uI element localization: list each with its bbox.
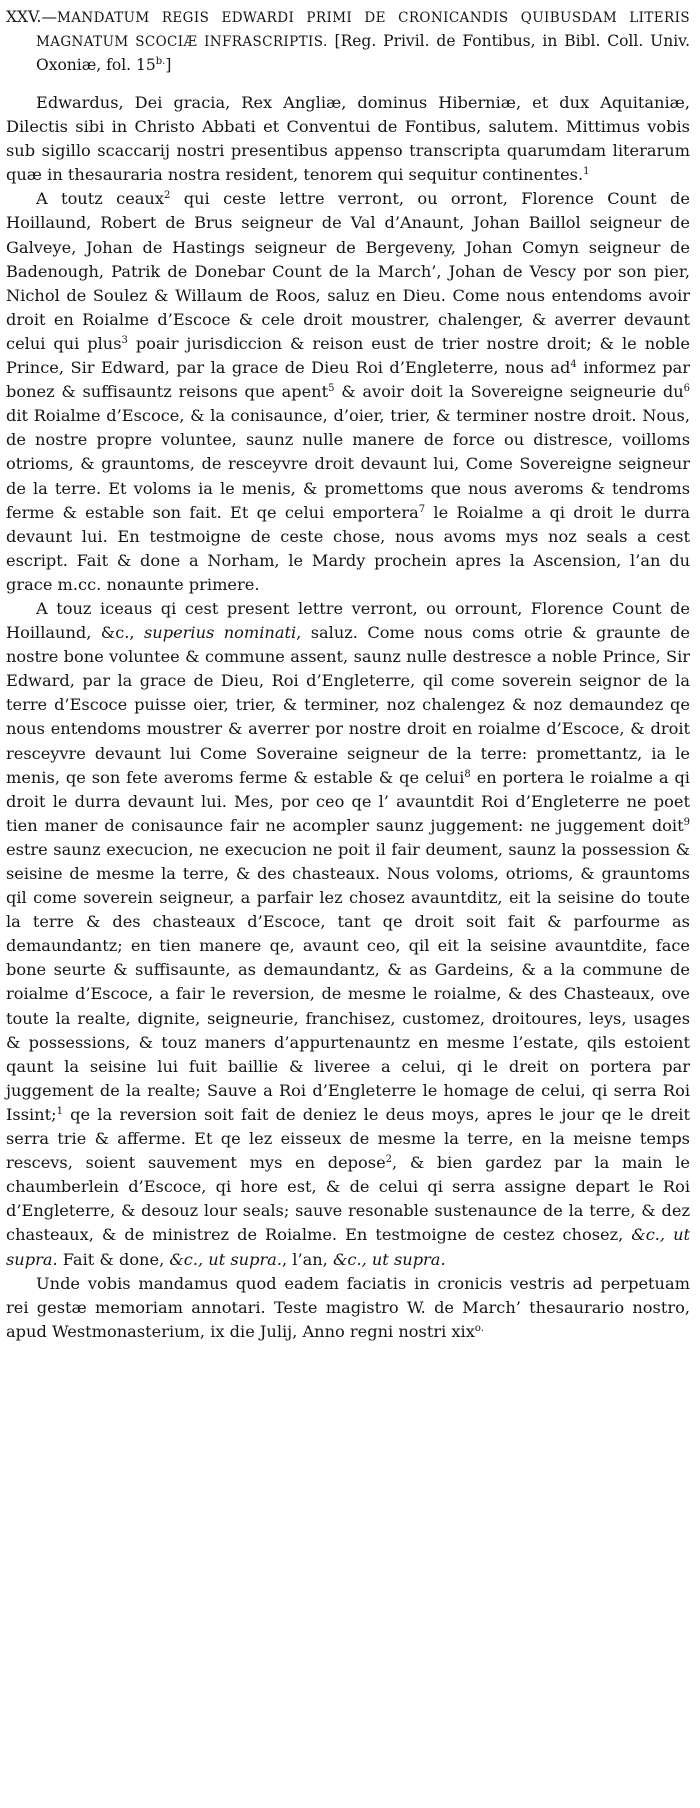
italic-text: &c., ut supra. (332, 1249, 446, 1269)
footnote-mark: 9 (683, 816, 690, 828)
footnote-mark: 2 (385, 1154, 393, 1166)
text-run: Fait & done, (57, 1249, 170, 1269)
italic-text: &c., ut supra. (6, 1225, 690, 1269)
italic-text: superius nominati (143, 623, 297, 643)
footnote-mark: 2 (164, 190, 171, 202)
text-run: , l’an, (281, 1249, 333, 1269)
text-run: qui ceste lettre verront, ou orront, Florence Count de Hoillaund, Robert de Brus seigneur de Val d’Anaunt, Johan Baillol seigneur de Galveye, Johan de Hastings seigneur de Bergeveny, Johan Comyn seigneur de Badenough, Patrik de Donebar Count de la March’, Johan de Vescy por son pier, Nichol de Soulez & Willaum de Roos, saluz en Dieu. Come nous entendoms avoir droit en Roialme d’Escoce & cele droit moustrer, chalenger, & averrer devaunt celui qui plus (6, 189, 691, 353)
footnote-mark: 3 (121, 334, 128, 346)
paragraph (6, 91, 690, 187)
italic-text: &c., ut supra. (169, 1249, 282, 1269)
footnote-mark: 8 (464, 768, 471, 780)
text-run: A touz iceaus qi cest present lettre verront, ou orrount, Florence Count de Hoillaund, &c., (6, 598, 690, 643)
footnote-mark: o. (474, 1322, 484, 1334)
footnote-mark: 7 (418, 503, 426, 515)
footnote-mark: 1 (56, 1105, 63, 1117)
paragraph (6, 187, 690, 597)
text-run: , & bien gardez par la main le chaumberlein d’Escoce, qi hore est, & de celui qi serra assigne depart le Roi d’Engleterre, & desouz lour seals; sauve resonable sustenaunce de la terre, & dez chasteaux, & de ministrez de Roialme. En testmoigne de cestez chosez, (6, 1153, 690, 1245)
footnote-mark: 6 (683, 383, 690, 395)
text-run: A toutz ceaux (36, 189, 164, 209)
charter-citation: [Reg. Privil. de Fontibus, in Bibl. Coll. Univ. Oxoniæ, fol. $15^{b.}$] (36, 32, 690, 74)
text-run: qe la reversion soit fait de deniez le deus moys, apres le jour qe le dreit serra trie & afferme. Et qe lez eisseux de mesme la terre, en la meisne temps rescevs, soient sauvement mys en depose (6, 1104, 690, 1173)
text-run: Unde vobis mandamus quod eadem faciatis in cronicis vestris ad perpetuam rei gestæ memoriam annotari. Teste magistro W. de March’ thesaurario nostro, apud Westmonasterium, ix die Julij, Anno regni nostri xix (6, 1273, 690, 1341)
paragraph (6, 597, 690, 1272)
text-run: poair jurisdiccion & reison eust de trier nostre droit; & le noble Prince, Sir Edward, par la grace de Dieu Roi d’Engleterre, nous ad (6, 333, 690, 378)
text-run: , saluz. Come nous coms otrie & graunte de nostre bone voluntee & commune assent, saunz nulle destresce a noble Prince, Sir Edward, par la grace de Dieu, Roi d’Engleterre, qil come soverein seignor de la terre d’Escoce puisse oier, trier, & terminer, noz chalengez & noz demaundez qe nous entendoms moustrer & averrer por nostre droit en roialme d’Escoce, & droit resceyvre devaunt lui Come Soveraine seigneur de la terre: promettantz, ia le menis, qe son fete averoms ferme & estable & qe celui (6, 623, 690, 787)
footnote-mark: 4 (570, 359, 577, 371)
text-run: dit Roialme d’Escoce, & la conisaunce, d’oier, trier, & terminer nostre droit. Nous, de nostre propre voluntee, saunz nulle manere de force ou distresce, voilloms otrioms, & grauntoms, de resceyvre droit devaunt lui, Come Sovereigne seigneur de la terre. Et voloms ia le menis, & promettoms que nous averoms & tendroms ferme & estable son fait. Et qe celui emportera (6, 406, 690, 522)
text-run: Edwardus, Dei gracia, Rex Angliæ, dominus Hiberniæ, et dux Aquitaniæ, Dilectis sibi in Christo Abbati et Conventui de Fontibus, salutem. Mittimus vobis sub sigillo scaccarij nostri presentibus appenso transcripta quarumdam literarum quæ in thesauraria nostra resident, tenorem qui sequitur continentes. (6, 93, 690, 185)
charter-title: MANDATUM REGIS EDWARDI PRIMI DE CRONICANDIS QUIBUSDAM LITERIS MAGNATUM SCOCIÆ INFRASCRIPTIS. (36, 10, 690, 50)
text-run: en portera le roialme a qi droit le durra devaunt lui. Mes, por ceo qe l’ avauntdit Roi d’Engleterre ne poet tien maner de conisaunce fair ne acompler saunz juggement: ne juggement doit (6, 767, 690, 835)
charter-number: XXV.— (6, 8, 57, 26)
charter-heading (6, 6, 690, 77)
text-run: le Roialme a qi droit le durra devaunt lui. En testmoigne de ceste chose, nous avoms mys noz seals a cest escript. Fait & done a Norham, le Mardy prochein apres la Ascension, l’an du grace m.cc. nonaunte primere. (6, 502, 690, 594)
charter-body (6, 91, 690, 1344)
text-run: & avoir doit la Sovereigne seigneurie du (334, 382, 684, 402)
text-run: estre saunz execucion, ne execucion ne poit il fair deument, saunz la possession & seisine de mesme la terre, & des chasteaux. Nous voloms, otrioms, & grauntoms qil come soverein seigneur, a parfair lez chosez avauntditz, eit la seisine do toute la terre & des chasteaux d’Escoce, tant qe droit soit fait & parfourme as demaundantz; en tien manere qe, avaunt ceo, qil eit la seisine avauntdite, face bone seurte & suffisaunte, as demaundantz, & as Gardeins, & a la commune de roialme d’Escoce, a fair le reversion, de mesme le roialme, & des Chasteaux, ove toute la realte, dignite, seigneurie, franchisez, customez, droitoures, leys, usages & possessions, & touz maners d’appurtenauntz en mesme l’estate, qils estoient qaunt la seisine lui fuit baillie & liveree a celui, qi le dreit on portera par juggement de la realte; Sauve a Roi d’Engleterre le homage de celui, qi serra Roi Issint; (6, 839, 690, 1124)
footnote-mark: 1 (583, 166, 590, 178)
footnote-mark: 5 (328, 383, 335, 395)
paragraph (6, 1272, 690, 1344)
text-run: informez par bonez & suffisauntz reisons que apent (6, 358, 691, 402)
